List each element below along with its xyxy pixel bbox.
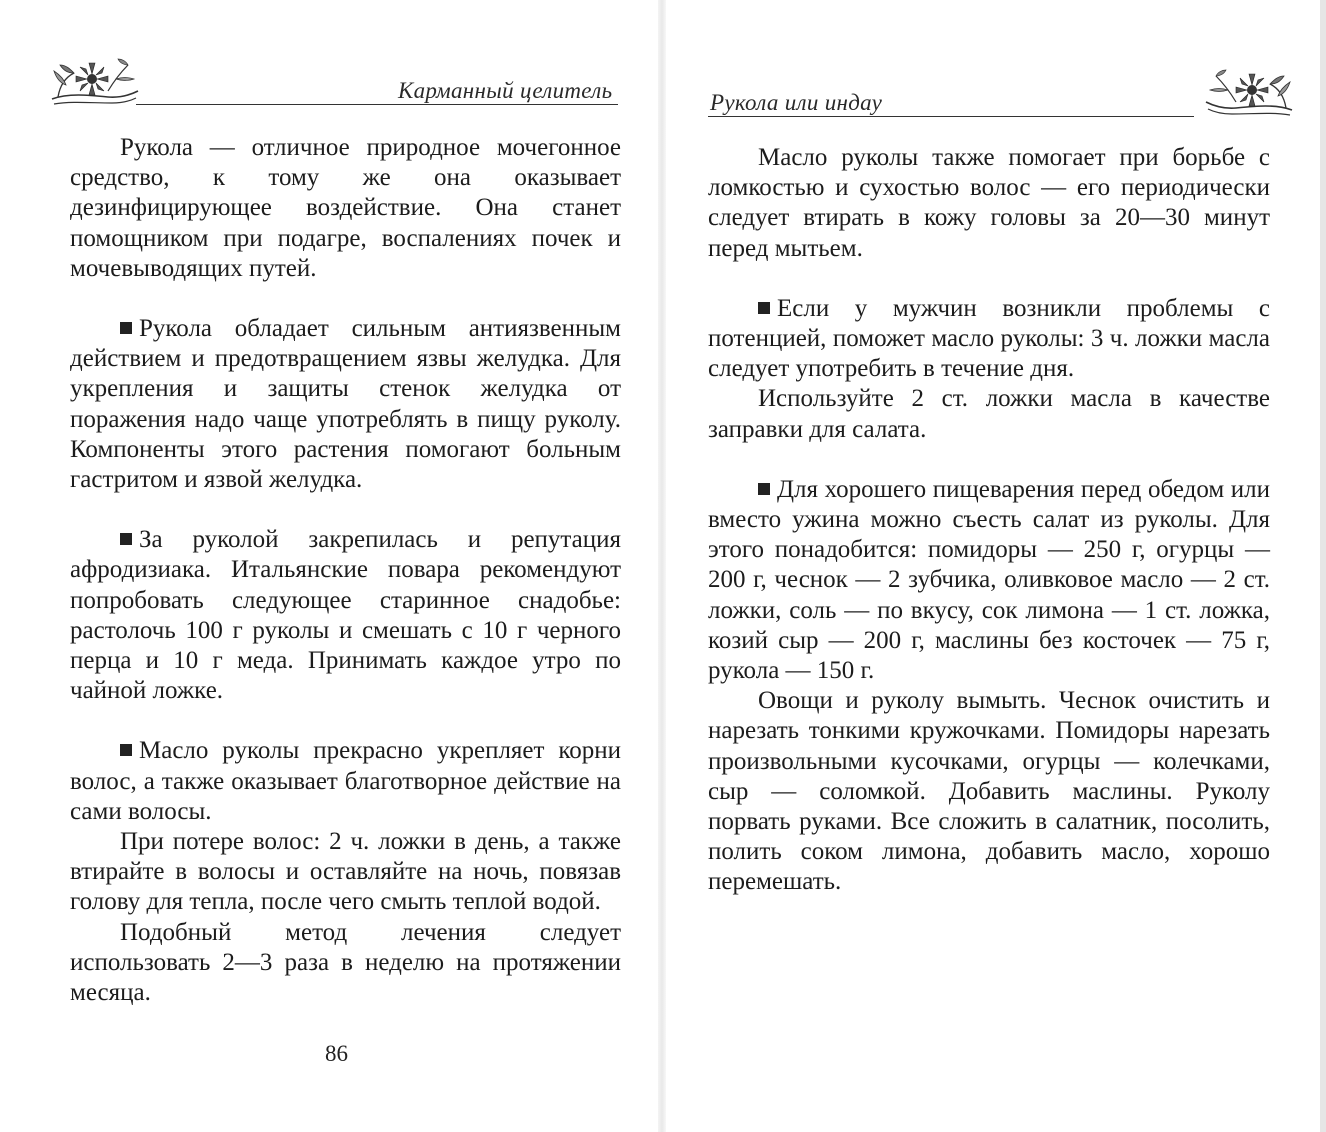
paragraph-text: При потере волос: 2 ч. ложки в день, а также втирайте в волосы и оставляйте на ночь, повязав голову для тепла, после чего смыть теплой водой.	[70, 828, 621, 916]
paragraph-text: Овощи и руколу вымыть. Чеснок очистить и нарезать тонкими кружочками. Помидоры нарезать произвольными кусочками, огурцы — колечками, сыр — соломкой. Добавить маслины. Руколу порвать руками. Все сложить в салатник, посолить, полить соком лимона, добавить масло, хорошо перемешать.	[708, 687, 1270, 896]
paragraph	[70, 827, 621, 918]
left-header-rule	[136, 104, 618, 105]
paragraph	[70, 133, 621, 284]
paragraph	[70, 525, 621, 706]
paragraph-text: Рукола обладает сильным антиязвенным действием и предотвращением язвы желудка. Для укрепления и защиты стенок желудка от поражения надо чаще употреблять в пищу руколу. Компоненты этого растения помогают больным гастритом и язвой желудка.	[70, 315, 621, 494]
square-bullet-icon	[758, 302, 770, 314]
square-bullet-icon	[120, 533, 132, 545]
paragraph-text: Для хорошего пищеварения перед обедом или вместо ужина можно съесть салат из руколы. Для этого понадобится: помидоры — 250 г, огурцы — 200 г, чеснок — 2 зубчика, оливковое масло — 2 ст. ложки, соль — по вкусу, сок лимона — 1 ст. ложка, козий сыр — 200 г, маслины без косточек — 75 г, рукола — 150 г.	[708, 475, 1270, 685]
paragraph-text: Если у мужчин возникли проблемы с потенцией, поможет масло руколы: 3 ч. ложки масла следует употребить в течение дня.	[708, 294, 1270, 383]
paragraph-text: Рукола — отличное природное мочегонное средство, к тому же она оказывает дезинфицирующее воздействие. Она станет помощником при подагре, воспалениях почек и мочевыводящих путей.	[70, 134, 621, 282]
right-header-rule	[708, 116, 1194, 117]
paragraph	[708, 294, 1270, 385]
paragraph	[70, 314, 621, 495]
flower-ornament-icon	[1204, 66, 1296, 124]
left-page	[0, 0, 660, 1132]
page-edge	[1320, 0, 1326, 1132]
left-running-title: Карманный целитель	[398, 78, 613, 103]
paragraph	[70, 918, 621, 1009]
paragraph-text: За руколой закрепилась и репутация афродизиака. Итальянские повара рекомендуют попробовать следующее старинное снадобье: растолочь 100 г руколы и смешать с 10 г черного перца и 10 г меда. Принимать каждое утро по чайной ложке.	[70, 526, 621, 705]
paragraph	[708, 686, 1270, 897]
paragraph	[708, 384, 1270, 444]
square-bullet-icon	[120, 744, 132, 756]
square-bullet-icon	[758, 483, 770, 495]
left-body-text	[70, 133, 621, 1008]
paragraph-text: Масло руколы также помогает при борьбе с ломкостью и сухостью волос — его периодически следует втирать в кожу головы за 20—30 минут перед мытьем.	[708, 144, 1270, 262]
paragraph-text: Используйте 2 ст. ложки масла в качестве заправки для салата.	[708, 385, 1270, 443]
paragraph-text: Подобный метод лечения следует использовать 2—3 раза в неделю на протяжении месяца.	[70, 918, 621, 1007]
right-body-text	[708, 143, 1270, 898]
right-page	[664, 0, 1326, 1132]
right-running-title: Рукола или индау	[710, 90, 883, 115]
paragraph	[70, 736, 621, 827]
paragraph	[708, 143, 1270, 264]
square-bullet-icon	[120, 322, 132, 334]
flower-ornament-icon	[48, 55, 140, 113]
page-number: 86	[325, 1041, 348, 1066]
paragraph	[708, 475, 1270, 686]
paragraph-text: Масло руколы прекрасно укрепляет корни волос, а также оказывает благотворное действие на сами волосы.	[70, 737, 621, 825]
